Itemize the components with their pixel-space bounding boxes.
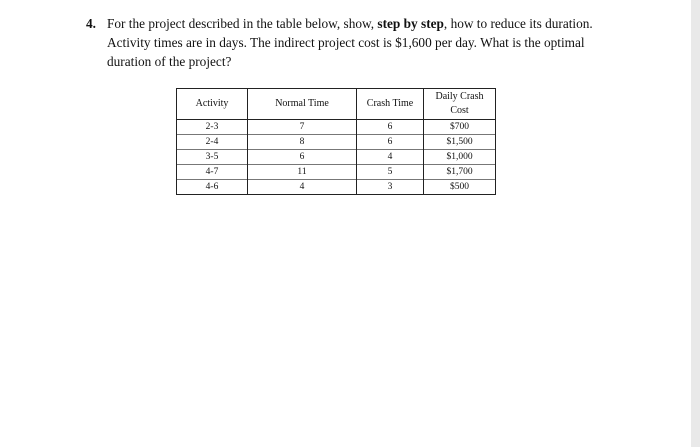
- cell-crash-time: 4: [357, 150, 424, 165]
- header-activity: Activity: [177, 89, 248, 120]
- table-row: [177, 150, 496, 165]
- question-line-1-end: , how to reduce its duration.: [443, 16, 593, 31]
- table-row: [177, 180, 496, 195]
- cell-activity: 4-7: [177, 165, 248, 180]
- cell-normal-time: 7: [248, 120, 357, 135]
- cell-daily-crash-cost: $1,700: [424, 165, 496, 180]
- cell-crash-time: 6: [357, 120, 424, 135]
- header-daily-crash-cost: [424, 89, 496, 120]
- header-crash-time: Crash Time: [357, 89, 424, 120]
- question-line-2: Activity times are in days. The indirect project cost is $1,600 per day. What is the optimal: [107, 35, 585, 50]
- cell-normal-time: 11: [248, 165, 357, 180]
- cell-crash-time: 6: [357, 135, 424, 150]
- cell-daily-crash-cost: $700: [424, 120, 496, 135]
- question-line-1: [107, 14, 626, 33]
- crash-cost-table: [176, 88, 496, 195]
- question-number: 4.: [86, 16, 96, 31]
- cell-activity: 3-5: [177, 150, 248, 165]
- cell-daily-crash-cost: $1,500: [424, 135, 496, 150]
- table-header-row: [177, 89, 496, 120]
- header-daily-crash-cost-line2: Cost: [450, 105, 469, 116]
- cell-normal-time: 6: [248, 150, 357, 165]
- cell-normal-time: 8: [248, 135, 357, 150]
- header-normal-time: Normal Time: [248, 89, 357, 120]
- page-edge: [691, 0, 700, 447]
- question-block: [86, 14, 626, 71]
- cell-activity: 2-3: [177, 120, 248, 135]
- cell-activity: 2-4: [177, 135, 248, 150]
- table-row: [177, 120, 496, 135]
- cell-daily-crash-cost: $1,000: [424, 150, 496, 165]
- question-line-3: duration of the project?: [107, 54, 232, 69]
- table-row: [177, 165, 496, 180]
- cell-daily-crash-cost: $500: [424, 180, 496, 195]
- cell-activity: 4-6: [177, 180, 248, 195]
- cell-normal-time: 4: [248, 180, 357, 195]
- question-text: [107, 14, 626, 71]
- header-daily-crash-cost-line1: Daily Crash: [435, 91, 484, 102]
- cell-crash-time: 5: [357, 165, 424, 180]
- question-line-1-start: For the project described in the table below, show,: [107, 16, 378, 31]
- table-row: [177, 135, 496, 150]
- cell-crash-time: 3: [357, 180, 424, 195]
- question-line-1-bold: step by step: [377, 16, 444, 31]
